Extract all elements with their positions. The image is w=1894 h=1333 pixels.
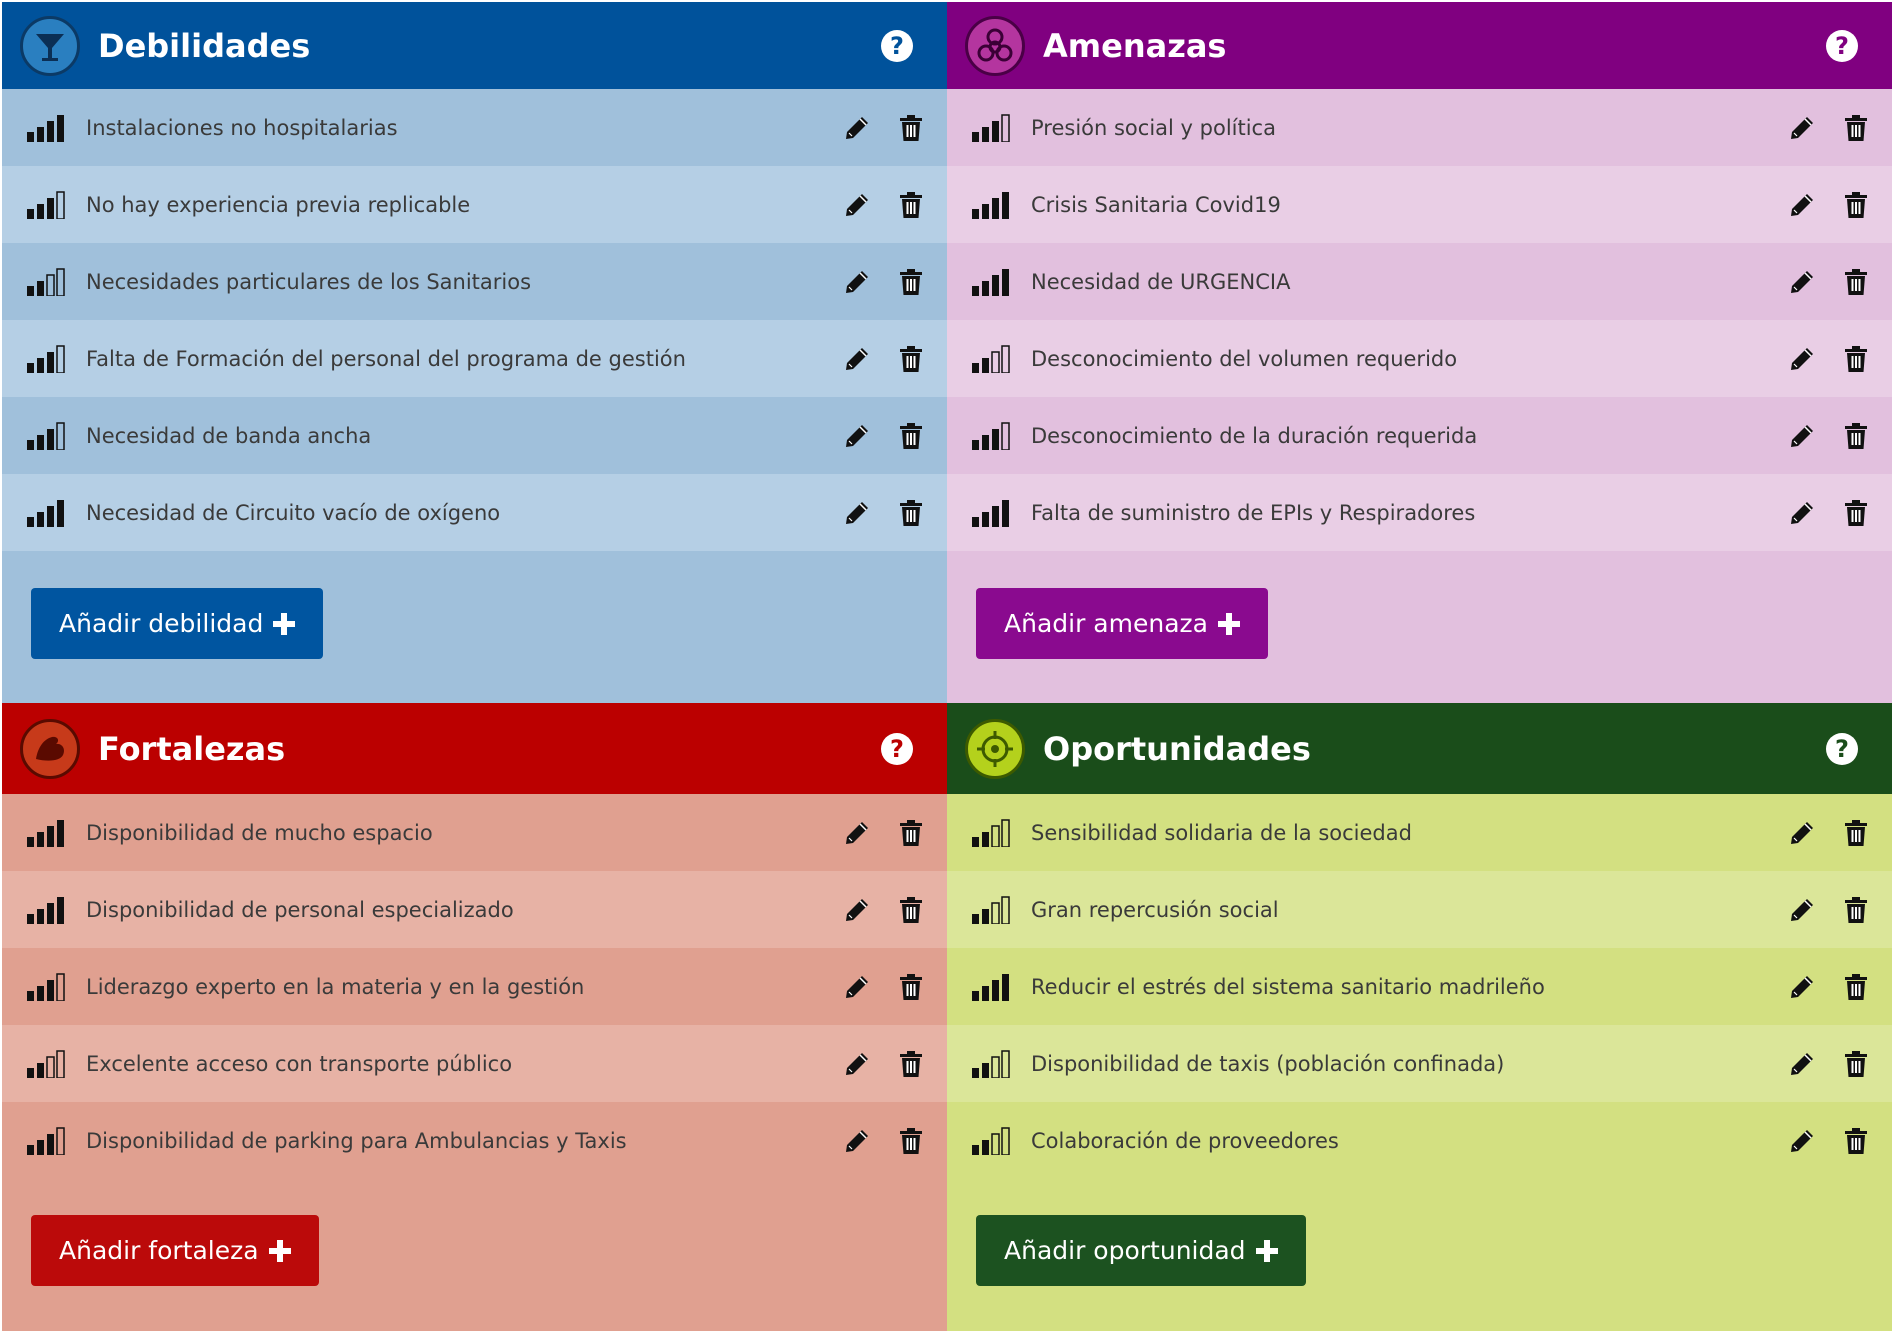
item-label: Reducir el estrés del sistema sanitario madrileño <box>1031 974 1545 999</box>
add-button-label: Añadir amenaza <box>1004 609 1208 638</box>
help-icon[interactable] <box>879 28 915 64</box>
pencil-edit-icon[interactable] <box>843 191 871 219</box>
list-item <box>2 397 947 474</box>
trash-delete-icon[interactable] <box>1844 819 1868 847</box>
pencil-edit-icon[interactable] <box>1788 422 1816 450</box>
list-item <box>947 1025 1892 1102</box>
item-label: Falta de suministro de EPIs y Respiradores <box>1031 500 1476 525</box>
help-icon[interactable] <box>1824 28 1860 64</box>
trash-delete-icon[interactable] <box>899 896 923 924</box>
plus-icon <box>269 1240 291 1262</box>
signal-strength-icon <box>971 973 1013 1001</box>
item-label: Necesidad de Circuito vacío de oxígeno <box>86 500 501 525</box>
item-label: Necesidades particulares de los Sanitarios <box>86 269 532 294</box>
quadrant-amenazas <box>947 2 1892 703</box>
signal-strength-icon <box>971 345 1013 373</box>
flexed-bicep-icon <box>20 719 80 779</box>
list-item <box>2 474 947 551</box>
help-icon[interactable] <box>879 731 915 767</box>
item-label: Liderazgo experto en la materia y en la gestión <box>86 974 585 999</box>
list-item <box>947 794 1892 871</box>
trash-delete-icon[interactable] <box>899 268 923 296</box>
list-item <box>947 871 1892 948</box>
cocktail-glass-icon <box>20 16 80 76</box>
pencil-edit-icon[interactable] <box>1788 896 1816 924</box>
svg-text:?: ? <box>1835 734 1849 763</box>
trash-delete-icon[interactable] <box>899 114 923 142</box>
pencil-edit-icon[interactable] <box>843 973 871 1001</box>
item-label: Excelente acceso con transporte público <box>86 1051 513 1076</box>
pencil-edit-icon[interactable] <box>843 1127 871 1155</box>
item-label: Necesidad de URGENCIA <box>1031 269 1291 294</box>
signal-strength-icon <box>26 819 68 847</box>
pencil-edit-icon[interactable] <box>1788 114 1816 142</box>
item-label: Sensibilidad solidaria de la sociedad <box>1031 820 1412 845</box>
list-item <box>947 948 1892 1025</box>
item-label: Disponibilidad de taxis (población confinada) <box>1031 1051 1505 1076</box>
signal-strength-icon <box>26 422 68 450</box>
item-label: Instalaciones no hospitalarias <box>86 115 398 140</box>
list-item <box>2 871 947 948</box>
add-oportunidad-button[interactable] <box>976 1215 1306 1286</box>
signal-strength-icon <box>26 499 68 527</box>
list-item <box>2 243 947 320</box>
item-label: Disponibilidad de mucho espacio <box>86 820 433 845</box>
svg-text:?: ? <box>890 734 904 763</box>
item-label: Desconocimiento de la duración requerida <box>1031 423 1478 448</box>
pencil-edit-icon[interactable] <box>1788 345 1816 373</box>
trash-delete-icon[interactable] <box>1844 268 1868 296</box>
signal-strength-icon <box>26 268 68 296</box>
trash-delete-icon[interactable] <box>1844 345 1868 373</box>
add-button-label: Añadir oportunidad <box>1004 1236 1246 1265</box>
svg-text:?: ? <box>890 31 904 60</box>
quadrant-fortalezas <box>2 703 947 1331</box>
trash-delete-icon[interactable] <box>1844 896 1868 924</box>
signal-strength-icon <box>971 499 1013 527</box>
list-item <box>947 166 1892 243</box>
biohazard-icon <box>965 16 1025 76</box>
trash-delete-icon[interactable] <box>1844 114 1868 142</box>
add-fortaleza-button[interactable] <box>31 1215 319 1286</box>
add-debilidad-button[interactable] <box>31 588 323 659</box>
list-item <box>947 320 1892 397</box>
item-list <box>947 794 1892 1179</box>
plus-icon <box>1218 613 1240 635</box>
trash-delete-icon[interactable] <box>899 973 923 1001</box>
item-list <box>947 89 1892 551</box>
list-item <box>947 1102 1892 1179</box>
signal-strength-icon <box>26 973 68 1001</box>
trash-delete-icon[interactable] <box>1844 973 1868 1001</box>
item-label: Gran repercusión social <box>1031 897 1279 922</box>
list-item <box>2 794 947 871</box>
pencil-edit-icon[interactable] <box>1788 1127 1816 1155</box>
trash-delete-icon[interactable] <box>899 819 923 847</box>
pencil-edit-icon[interactable] <box>843 345 871 373</box>
item-label: Colaboración de proveedores <box>1031 1128 1339 1153</box>
target-crosshair-icon <box>965 719 1025 779</box>
signal-strength-icon <box>971 191 1013 219</box>
add-button-label: Añadir debilidad <box>59 609 264 638</box>
trash-delete-icon[interactable] <box>899 345 923 373</box>
pencil-edit-icon[interactable] <box>843 896 871 924</box>
trash-delete-icon[interactable] <box>899 422 923 450</box>
quadrant-title: Amenazas <box>1043 26 1227 65</box>
signal-strength-icon <box>26 114 68 142</box>
signal-strength-icon <box>26 1127 68 1155</box>
list-item <box>2 1102 947 1179</box>
add-amenaza-button[interactable] <box>976 588 1268 659</box>
trash-delete-icon[interactable] <box>1844 499 1868 527</box>
pencil-edit-icon[interactable] <box>843 422 871 450</box>
item-label: Necesidad de banda ancha <box>86 423 372 448</box>
plus-icon <box>1256 1240 1278 1262</box>
item-list <box>2 794 947 1179</box>
item-list <box>2 89 947 551</box>
list-item <box>947 397 1892 474</box>
quadrant-oportunidades <box>947 703 1892 1331</box>
pencil-edit-icon[interactable] <box>1788 268 1816 296</box>
plus-icon <box>273 613 295 635</box>
quadrant-header <box>947 703 1892 794</box>
trash-delete-icon[interactable] <box>899 1050 923 1078</box>
list-item <box>947 474 1892 551</box>
pencil-edit-icon[interactable] <box>1788 973 1816 1001</box>
list-item <box>947 89 1892 166</box>
signal-strength-icon <box>971 268 1013 296</box>
list-item <box>947 243 1892 320</box>
quadrant-header <box>2 703 947 794</box>
item-label: Falta de Formación del personal del programa de gestión <box>86 346 686 371</box>
trash-delete-icon[interactable] <box>1844 422 1868 450</box>
pencil-edit-icon[interactable] <box>1788 1050 1816 1078</box>
trash-delete-icon[interactable] <box>899 191 923 219</box>
pencil-edit-icon[interactable] <box>843 1050 871 1078</box>
item-label: Disponibilidad de parking para Ambulancias y Taxis <box>86 1128 627 1153</box>
pencil-edit-icon[interactable] <box>843 499 871 527</box>
pencil-edit-icon[interactable] <box>1788 191 1816 219</box>
quadrant-header <box>2 2 947 89</box>
list-item <box>2 1025 947 1102</box>
trash-delete-icon[interactable] <box>1844 1127 1868 1155</box>
help-icon[interactable] <box>1824 731 1860 767</box>
quadrant-title: Oportunidades <box>1043 729 1311 768</box>
trash-delete-icon[interactable] <box>899 499 923 527</box>
item-label: Disponibilidad de personal especializado <box>86 897 514 922</box>
item-label: Crisis Sanitaria Covid19 <box>1031 192 1281 217</box>
trash-delete-icon[interactable] <box>899 1127 923 1155</box>
quadrant-title: Fortalezas <box>98 729 286 768</box>
trash-delete-icon[interactable] <box>1844 191 1868 219</box>
signal-strength-icon <box>971 1050 1013 1078</box>
signal-strength-icon <box>26 191 68 219</box>
list-item <box>2 320 947 397</box>
item-label: No hay experiencia previa replicable <box>86 192 471 217</box>
signal-strength-icon <box>26 1050 68 1078</box>
signal-strength-icon <box>971 114 1013 142</box>
list-item <box>2 948 947 1025</box>
add-button-label: Añadir fortaleza <box>59 1236 259 1265</box>
signal-strength-icon <box>971 1127 1013 1155</box>
pencil-edit-icon[interactable] <box>1788 499 1816 527</box>
signal-strength-icon <box>971 896 1013 924</box>
list-item <box>2 89 947 166</box>
quadrant-header <box>947 2 1892 89</box>
signal-strength-icon <box>26 345 68 373</box>
signal-strength-icon <box>971 819 1013 847</box>
item-label: Presión social y política <box>1031 115 1276 140</box>
svg-text:?: ? <box>1835 31 1849 60</box>
pencil-edit-icon[interactable] <box>843 819 871 847</box>
item-label: Desconocimiento del volumen requerido <box>1031 346 1458 371</box>
signal-strength-icon <box>971 422 1013 450</box>
quadrant-debilidades <box>2 2 947 703</box>
trash-delete-icon[interactable] <box>1844 1050 1868 1078</box>
pencil-edit-icon[interactable] <box>843 268 871 296</box>
pencil-edit-icon[interactable] <box>843 114 871 142</box>
pencil-edit-icon[interactable] <box>1788 819 1816 847</box>
list-item <box>2 166 947 243</box>
quadrant-title: Debilidades <box>98 26 311 65</box>
signal-strength-icon <box>26 896 68 924</box>
